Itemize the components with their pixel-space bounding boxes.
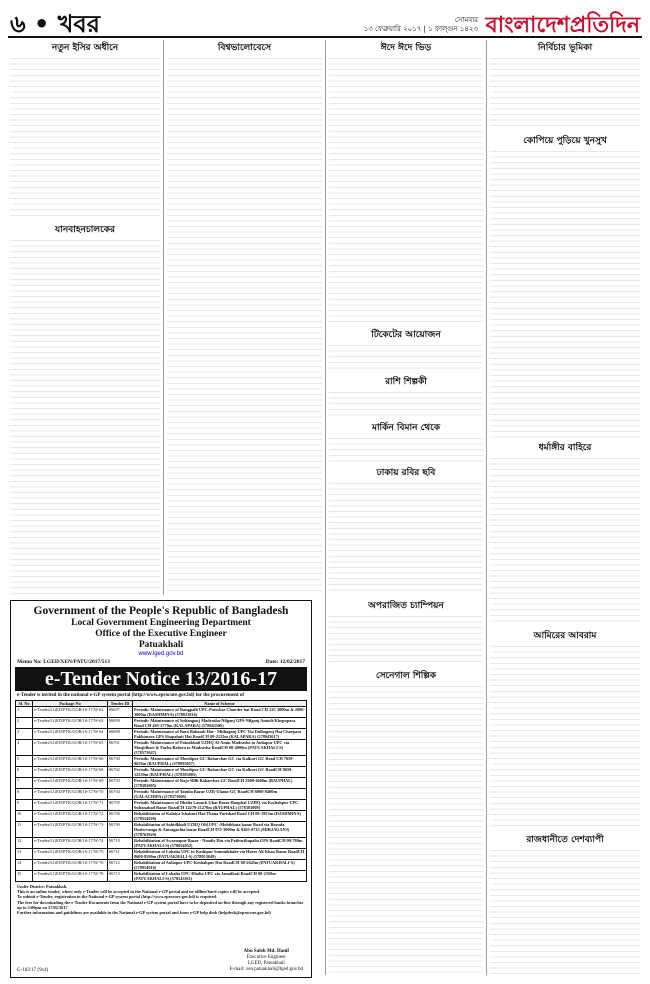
article-headline: সেনেগাল শিল্পিক xyxy=(375,671,437,681)
article-headline: অপরাজিত চ্যাম্পিয়ন xyxy=(368,601,444,611)
note: This is an online tender, where only e-Tender will be accepted in the National e-GP portal and no offline/hard copies will be accepted. xyxy=(17,889,261,895)
article-body xyxy=(490,57,640,130)
table-cell: 86706 xyxy=(108,811,133,822)
tender-gov: Government of the People's Republic of Bangladesh xyxy=(33,605,289,617)
table-cell: e-Tender/LGED/PTK/GOB/16-17/W-73 xyxy=(33,822,108,838)
memo-line xyxy=(11,657,311,667)
table-cell: e-Tender/LGED/PTK/GOB/16-17/W-65 xyxy=(33,740,108,756)
article xyxy=(10,222,160,595)
article-headline: যানবাহনচালকের xyxy=(55,225,115,235)
table-cell: Periodic Maintenance of Patuakhali UZHQ Al-Amin Madrasha to Auliapur UPC via Masjidbari & Parba Bahera to Madrasha RoadCH 00-4000m (PATUAKHALI-S) (578573047) xyxy=(133,740,307,756)
article xyxy=(490,133,640,438)
table-cell: 86710 xyxy=(108,838,133,849)
signer-name: Abu Saleh Md. Hanif xyxy=(243,949,290,954)
table-cell: e-Tender/LGED/PTK/GOB/16-17/W-62 xyxy=(33,707,108,718)
table-cell: Periodic Maintenance of Tatulia Bazar UZR-Ulania-GC RoadCH 6000-8400m (GALACHIPA) (578373009) xyxy=(133,789,307,800)
date-text: ১৩ ফেব্রুয়ারি ২০১৭ | ১ ফাল্গুন ১৪২৩ xyxy=(363,25,478,33)
article xyxy=(490,440,640,625)
table-cell: e-Tender/LGED/PTK/GOB/16-17/W-75 xyxy=(33,849,108,860)
table-cell: 9 xyxy=(16,800,33,811)
table-cell: 86698 xyxy=(108,729,133,740)
table-cell: e-Tender/LGED/PTK/GOB/16-17/W-78 xyxy=(33,871,108,882)
table-cell: e-Tender/LGED/PTK/GOB/16-17/W-68 xyxy=(33,767,108,778)
table-cell: 7 xyxy=(16,778,33,789)
table-cell: e-Tender/LGED/PTK/GOB/16-17/W-63 xyxy=(33,718,108,729)
article-body xyxy=(329,57,483,325)
table-cell: 3 xyxy=(16,729,33,740)
article-headline: মার্কিন বিমান থেকে xyxy=(371,423,441,433)
tender-intro: e-Tender is invited in the national e-GP system portal (http://www.eprocure.gov.bd) for the procurement of xyxy=(17,693,245,698)
table-row xyxy=(16,860,307,871)
table-cell: 86700 xyxy=(108,756,133,767)
tender-table xyxy=(15,700,307,882)
table-cell: e-Tender/LGED/PTK/GOB/16-17/W-66 xyxy=(33,756,108,767)
note: Further information and guidelines are available in the National e-GP system portal and from e-GP help desk (helpdesk@eprocure.gov.bd) xyxy=(17,910,271,916)
table-row xyxy=(16,811,307,822)
table-cell: Rehabilitation of Subidkhali UZHQ Old UPC -Mohibhata bazar Road via Boruda Duttervanga & Amragachia bazar RoadCH 975-3000m & 9265-9735 (MIRJAGANJ) (578763020) xyxy=(133,822,307,838)
article-headline: টিকেটের আয়োজন xyxy=(371,330,441,340)
article xyxy=(329,374,483,419)
article xyxy=(329,465,483,595)
tender-table-body xyxy=(16,707,307,882)
column-divider xyxy=(486,40,487,975)
article-body xyxy=(329,391,483,419)
column-header: Sl. No xyxy=(16,701,33,707)
signer-email[interactable]: E-mail: xen.patuakhali@lged.gov.bd xyxy=(229,967,303,972)
article xyxy=(490,628,640,828)
article xyxy=(329,420,483,462)
page-label: ৬ • খবর xyxy=(10,10,100,38)
table-cell: Periodic Maintenance of Sultangonj Madrasha-Nilganj GPS-Nilganj Amtoli-Khepupara Road CH 495-2770m (KALAPARA) (578043506) xyxy=(133,718,307,729)
table-cell: 86704 xyxy=(108,789,133,800)
note: The fees for downloading the e-Tender Documents from the National e-GP system portal have to be deposited on-line through any registered banks branches up to 5:00pm on 27/02/2017 xyxy=(17,899,304,910)
masthead-logo: বাংলাদেশপ্রতিদিন xyxy=(485,12,640,38)
tender-notes xyxy=(11,882,311,917)
table-cell: 11 xyxy=(16,822,33,838)
table-cell: Rehabilitation of Auliapur UPC-Keshabpur Hat RoadCH 00-2645m (PATUAKHALI-S) (578954016) xyxy=(133,860,307,871)
table-row xyxy=(16,822,307,838)
article xyxy=(329,598,483,666)
column-header: Name of Scheme xyxy=(133,701,307,707)
under-district: Under District: Patuakhali. xyxy=(17,884,68,889)
tender-advertisement xyxy=(10,600,312,978)
tender-title: e-Tender Notice 13/2016-17 xyxy=(15,667,307,691)
table-cell: 1 xyxy=(16,707,33,718)
table-row xyxy=(16,729,307,740)
article-headline: ধর্মাঙ্গীর বাহিরে xyxy=(538,443,592,453)
table-cell: 15 xyxy=(16,871,33,882)
article-body xyxy=(10,239,160,595)
column-header: Tender ID xyxy=(108,701,133,707)
tender-district: Patuakhali xyxy=(138,640,184,650)
article-headline: ঈদে ঈদে ভিড় xyxy=(380,43,432,53)
table-cell: Periodic Maintenance of Moodipur GC-Baharchar GC via Kalkuri GC Road CH 7659-9659m (BAUPHAL) (578093057) xyxy=(133,756,307,767)
table-cell: 2 xyxy=(16,718,33,729)
table-cell: 13 xyxy=(16,849,33,860)
table-row xyxy=(16,767,307,778)
column-divider xyxy=(325,40,326,975)
memo-date: Date: 12/02/2017 xyxy=(265,659,305,665)
table-cell: Periodic Maintenance of Moodipur GC-Baharchar GC via Kalkuri GC RoadCH 9659-12559m (BAUPHAL) (578383005) xyxy=(133,767,307,778)
article-headline: বিশ্বভালোবেসে xyxy=(217,43,272,53)
signature-block xyxy=(230,949,303,973)
table-cell: e-Tender/LGED/PTK/GOB/16-17/W-64 xyxy=(33,729,108,740)
article-body xyxy=(329,615,483,666)
table-cell: 12 xyxy=(16,838,33,849)
table-cell: e-Tender/LGED/PTK/GOB/16-17/W-70 xyxy=(33,789,108,800)
table-cell: 86712 xyxy=(108,860,133,871)
article xyxy=(10,40,160,220)
table-row xyxy=(16,789,307,800)
table-cell: Periodic Maintenance of Baro Baliatali Hat - Mithaganj UPC Via Dulhagonj Hat Charpara Pakhimara GPS Shapahati Hat RoadCH 00-2125m (KALAPARA) (578043017) xyxy=(133,729,307,740)
table-cell: 86702 xyxy=(108,767,133,778)
note: To submit e-Tender, registration in the National e-GP system portal (http://www.eprocure.gov.bd) is required. xyxy=(17,894,218,900)
article xyxy=(167,40,322,595)
article xyxy=(329,668,483,975)
table-cell: Rehabilitation of Kalaiya Ishabari Hat-Thana Parishad Road CH 00-1953m (DASHMINA) (578524028) xyxy=(133,811,307,822)
article xyxy=(329,327,483,372)
date-line xyxy=(338,16,478,34)
table-cell: 86701 xyxy=(108,740,133,756)
article-body xyxy=(490,457,640,625)
article-body xyxy=(329,685,483,975)
article xyxy=(329,40,483,325)
tender-office: Office of the Executive Engineer xyxy=(95,629,227,639)
ad-code: G-182/17 (9x4) xyxy=(17,968,49,973)
article-body xyxy=(490,849,640,975)
article-headline: রাশি শিল্পকী xyxy=(385,377,427,387)
tender-website[interactable]: www.lged.gov.bd xyxy=(138,651,184,657)
table-cell: Periodic Maintenance of Dhalia Launch Ghat Bazar-Bauphal UZHQ via Keshabpur UPC Sultanabad Bazar RoadCH 14270-21270m (BAUPHAL) (578383009) xyxy=(133,800,307,811)
article-body xyxy=(490,150,640,438)
table-cell: 86697 xyxy=(108,707,133,718)
article-body xyxy=(329,344,483,372)
article-body xyxy=(10,57,160,220)
weekday: সোমবার xyxy=(454,16,478,24)
table-cell: 14 xyxy=(16,860,33,871)
table-row xyxy=(16,707,307,718)
table-cell: e-Tender/LGED/PTK/GOB/16-17/W-69 xyxy=(33,778,108,789)
article xyxy=(490,40,640,130)
table-cell: 8 xyxy=(16,789,33,800)
article-body xyxy=(329,482,483,595)
article-headline: কোপিয়ে পুড়িয়ে খুনসুখ xyxy=(523,136,607,146)
table-row xyxy=(16,838,307,849)
table-cell: 86699 xyxy=(108,718,133,729)
table-row xyxy=(16,778,307,789)
article-headline: আমিরের আবরাম xyxy=(533,631,597,641)
article-headline: ঢাকায় রবির ছবি xyxy=(376,468,436,478)
table-cell: e-Tender/LGED/PTK/GOB/16-17/W-72 xyxy=(33,811,108,822)
table-cell: e-Tender/LGED/PTK/GOB/16-17/W-76 xyxy=(33,860,108,871)
article-body xyxy=(167,57,322,595)
article-headline: নির্বিচার ভূমিকা xyxy=(537,43,593,53)
table-cell: 86703 xyxy=(108,778,133,789)
table-cell: Periodic Maintenance of Rajo-Hilli-Baharchar GC RoadCH 2600-4600m (BAUPHAL) (578383005) xyxy=(133,778,307,789)
table-cell: Rehabilitation of Swarnapur Bazar - Nandir Hat via Pathuriltapalia GPS RoadCH 00-780m (PATUAKHALI-S) (578054052) xyxy=(133,838,307,849)
table-cell: 86709 xyxy=(108,822,133,838)
article-headline: রাজধানীতে দেশব্যাপী xyxy=(526,835,604,845)
table-cell: 5 xyxy=(16,756,33,767)
table-cell: 86713 xyxy=(108,871,133,882)
table-row xyxy=(16,718,307,729)
article-body xyxy=(329,437,483,462)
page-header xyxy=(8,6,642,38)
table-cell: 86705 xyxy=(108,800,133,811)
table-cell: 4 xyxy=(16,740,33,756)
table-cell: 10 xyxy=(16,811,33,822)
table-cell: Periodic Maintenance of Rangpalli UPC-Pateshar Chander hat Road CH 125-3000m & 2000-3000m (DASHMINA) (578023016) xyxy=(134,707,305,717)
table-cell: e-Tender/LGED/PTK/GOB/16-17/W-74 xyxy=(33,838,108,849)
tender-dept: Local Government Engineering Department xyxy=(71,618,251,628)
table-row xyxy=(16,849,307,860)
article xyxy=(490,832,640,975)
table-cell: 6 xyxy=(16,767,33,778)
table-cell: 86711 xyxy=(108,849,133,860)
table-cell: Rehabilitation of Lohalia UPC-Dhalia UPC via Jamalkati RoadCH 00-2350m (PATUAKHALI-S) (578543011) xyxy=(133,871,307,882)
column-header: Package No xyxy=(33,701,108,707)
table-row xyxy=(16,756,307,767)
article-body xyxy=(490,645,640,828)
table-cell: e-Tender/LGED/PTK/GOB/16-17/W-71 xyxy=(33,800,108,811)
column-divider xyxy=(163,40,164,595)
table-cell: Rehabilitation of Lohalia UPC to Kashipur Summikhaiir via Hazee Ali Khan Bazar RoadCH 8600-9500m (PATUAKHALI-S) (578953049) xyxy=(133,849,307,860)
signer-title: Executive Engineer xyxy=(246,955,286,960)
memo-number: Memo No: LGED/XEN/PATU/2017/513 xyxy=(17,659,110,665)
table-row xyxy=(16,740,307,756)
table-row xyxy=(16,871,307,882)
signer-org: LGED, Patuakhali xyxy=(247,961,285,966)
table-row xyxy=(16,800,307,811)
article-headline: নতুন ইসির অধীনে xyxy=(51,43,119,53)
